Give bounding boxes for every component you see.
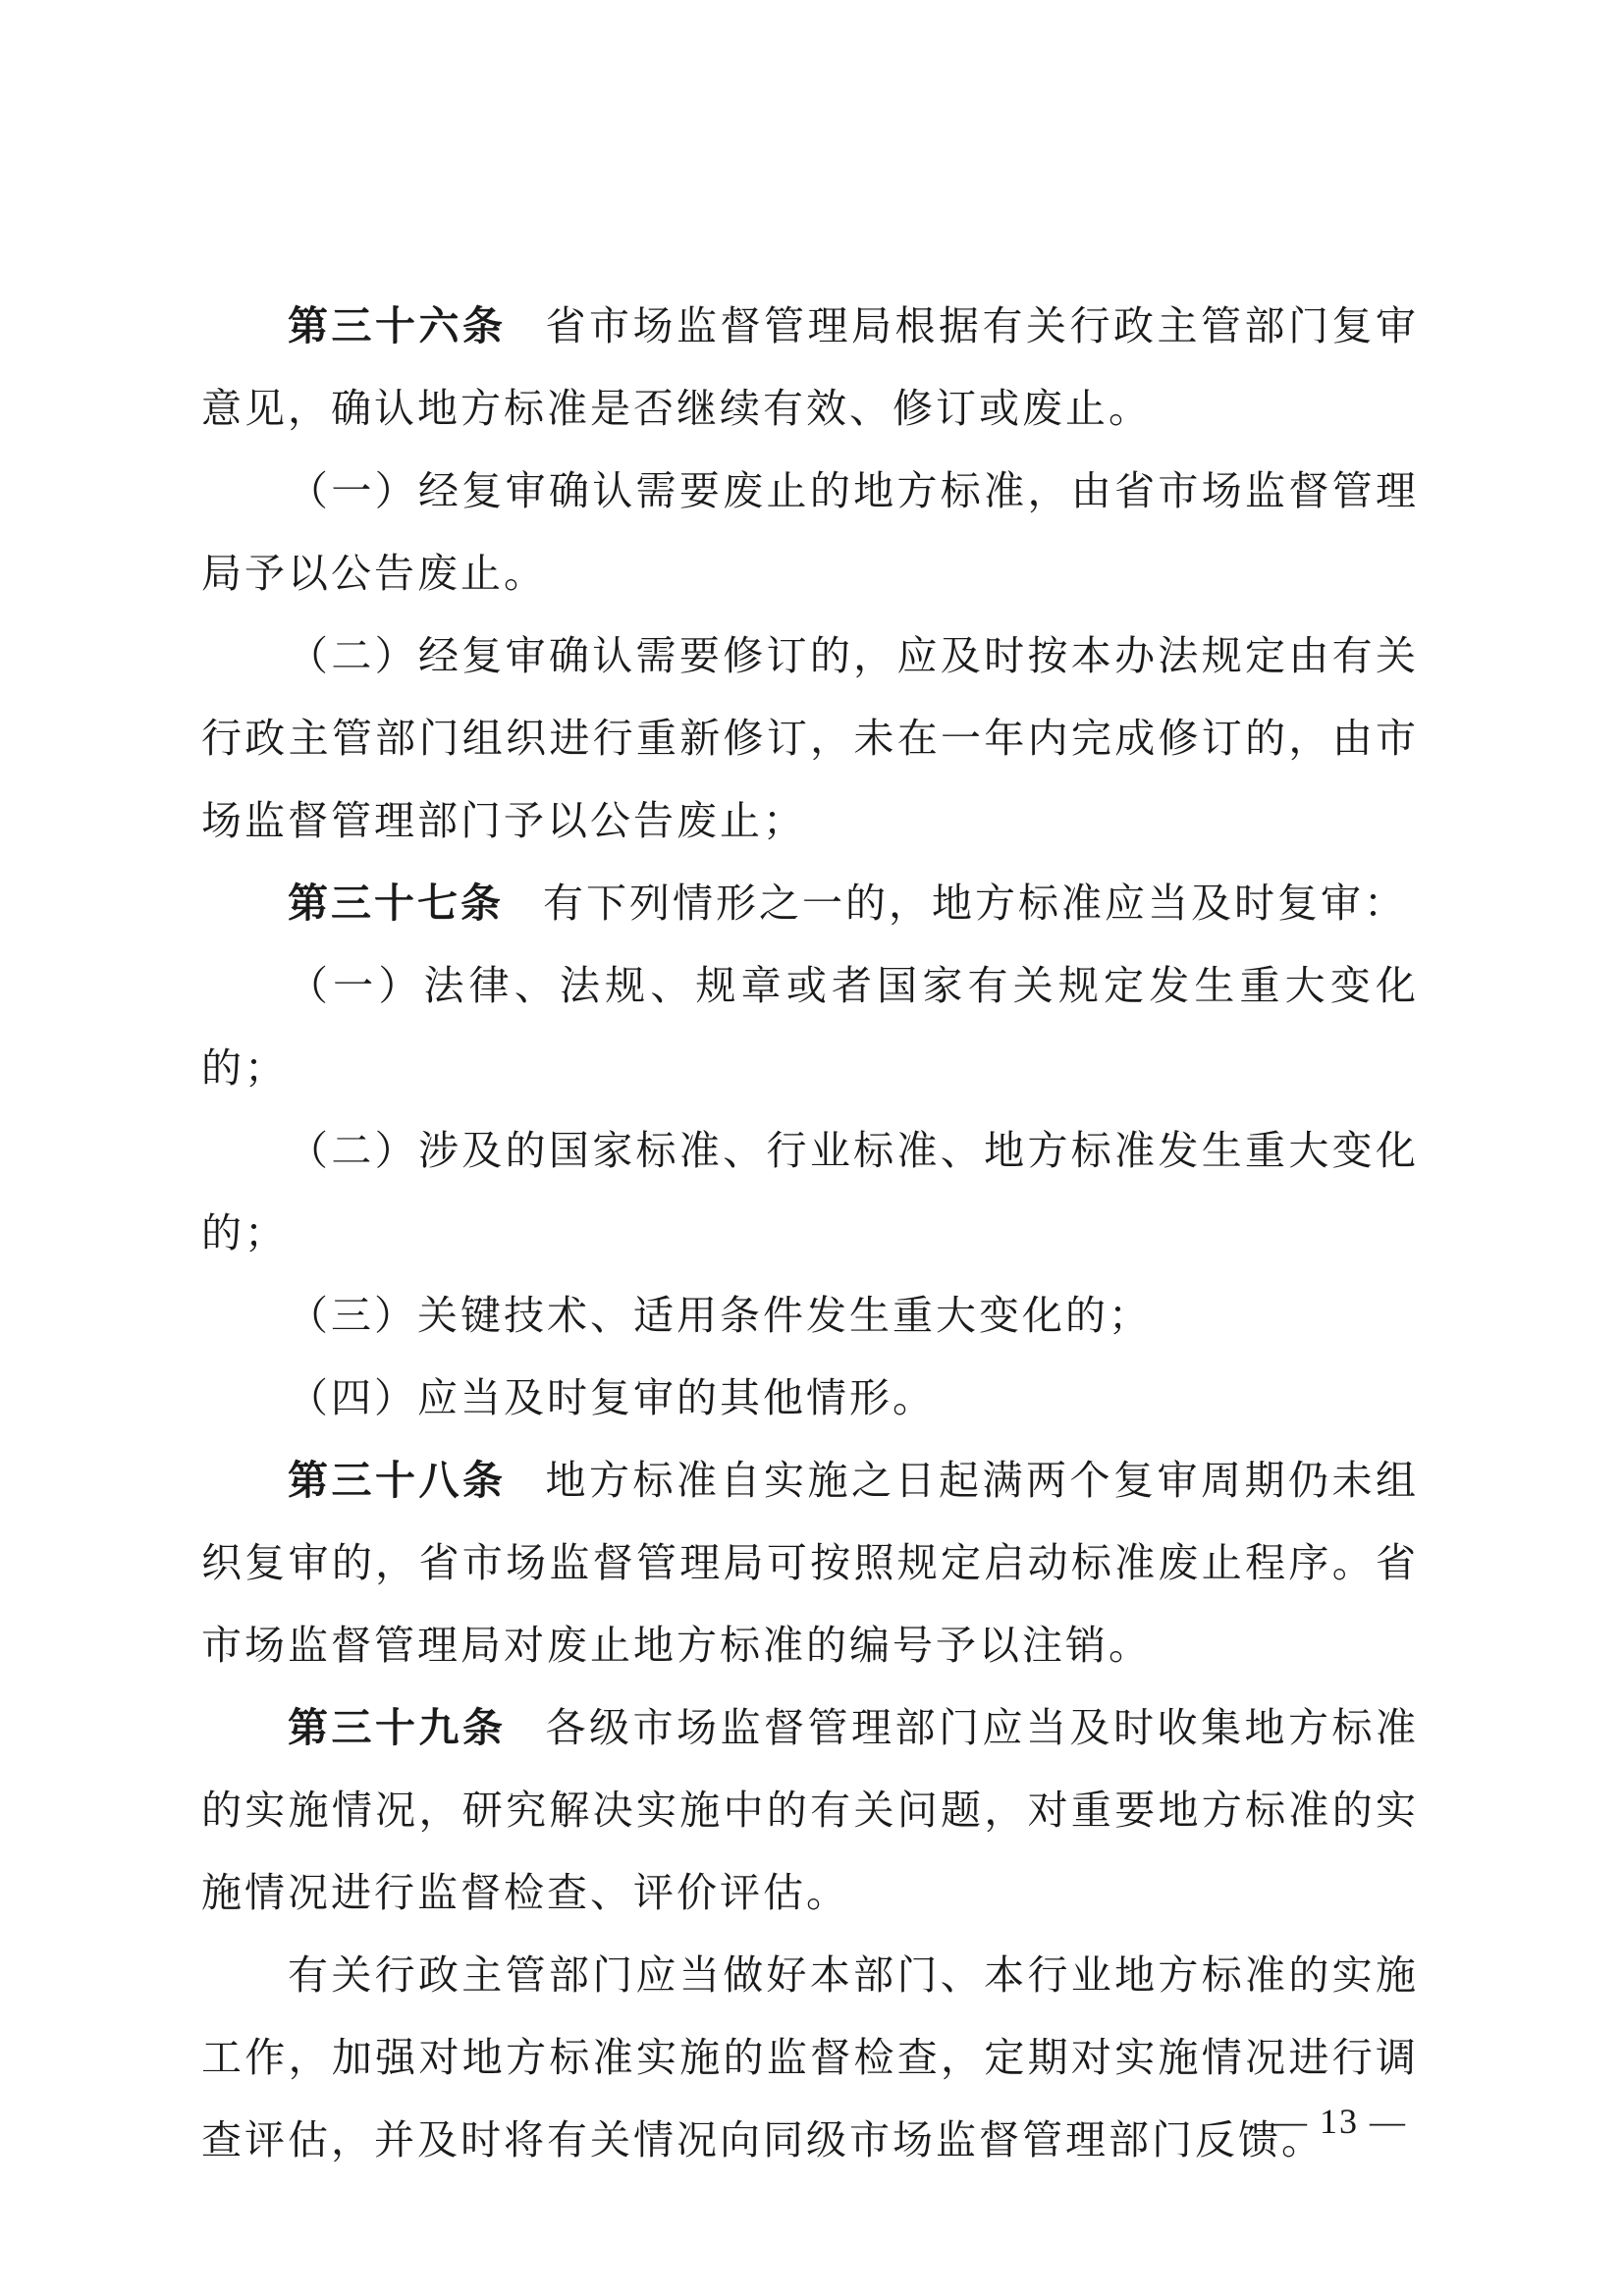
article-39-text: 各级市场监督管理部门应当及时收集地方标准的实施情况，研究解决实施中的有关问题，对重要地方标准的实施情况进行监督检查、评价评估。 [201, 1704, 1419, 1916]
page-number: — 13 — [1271, 2102, 1407, 2141]
article-37-heading: 第三十七条 [288, 880, 504, 927]
article-37-item-4: （四）应当及时复审的其他情形。 [288, 1374, 936, 1421]
article-38 [201, 1439, 1419, 1686]
article-39 [201, 1686, 1419, 1934]
article-36-heading: 第三十六条 [288, 302, 507, 349]
article-39-heading: 第三十九条 [288, 1704, 507, 1751]
article-39-paragraph-2: 有关行政主管部门应当做好本部门、本行业地方标准的实施工作，加强对地方标准实施的监督检查，定期对实施情况进行调查评估，并及时将有关情况向同级市场监督管理部门反馈。 [201, 1951, 1419, 2163]
article-37-item-2: （二）涉及的国家标准、行业标准、地方标准发生重大变化的； [201, 1127, 1419, 1256]
article-38-heading: 第三十八条 [288, 1457, 507, 1504]
article-36-text: 省市场监督管理局根据有关行政主管部门复审意见，确认地方标准是否继续有效、修订或废止。 [201, 302, 1419, 432]
article-36-item-1: （一）经复审确认需要废止的地方标准，由省市场监督管理局予以公告废止。 [201, 467, 1419, 597]
document-body [201, 285, 1419, 2181]
article-38-text: 地方标准自实施之日起满两个复审周期仍未组织复审的，省市场监督管理局可按照规定启动标准废止程序。省市场监督管理局对废止地方标准的编号予以注销。 [201, 1457, 1419, 1669]
article-37-item-1: （一）法律、法规、规章或者国家有关规定发生重大变化的； [201, 962, 1419, 1092]
article-37-text: 有下列情形之一的，地方标准应当及时复审： [543, 880, 1407, 927]
article-36-item-2: （二）经复审确认需要修订的，应及时按本办法规定由有关行政主管部门组织进行重新修订，未在一年内完成修订的，由市场监督管理部门予以公告废止； [201, 632, 1419, 844]
article-37-item-3: （三）关键技术、适用条件发生重大变化的； [288, 1292, 1152, 1339]
article-37 [201, 862, 1419, 944]
article-36 [201, 285, 1419, 450]
